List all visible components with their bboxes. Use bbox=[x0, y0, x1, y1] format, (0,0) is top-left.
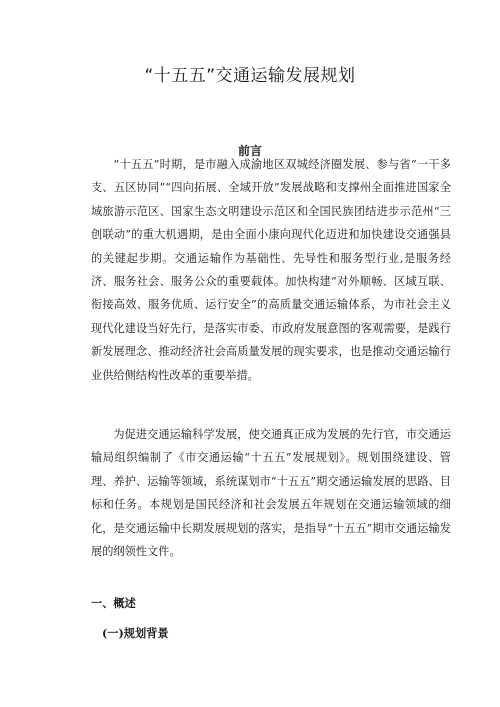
paragraph-intro: “十五五”时期，是市融入成渝地区双城经济圈发展、参与省”一干多支、五区协同”“四向拓展、全域开放”发展战略和支撑州全面推进国家全域旅游示范区、国家生态文明建设示范区和全国民族团结进步示范州“三创联动”的重大机遇期，是由全面小康向现代化迈进和加快建设交通强县的关键起步期。交通运输作为基础性、先导性和服务型行业,是服务经济、服务社会、服务公众的重要载体。加快构建“对外顺畅、区域互联、衔接高效、服务优质、运行安全”的高质量交通运输体系，为市社会主义现代化建设当好先行，是落实市委、市政府发展意图的客观需要，是践行新发展理念、推动经济社会高质量发展的现实要求，也是推动交通运输行业供给侧结构性改革的重要举措。 bbox=[91, 158, 451, 382]
paragraph-purpose: 为促进交通运输科学发展，使交通真正成为发展的先行官，市交通运输局组织编制了《市交通运输“十五五”发展规划》。规划围绕建设、管理、养护、运输等领域，系统谋划市“十五五”期交通运输发展的思路、目标和任务。本规划是国民经济和社会发展五年规划在交通运输领域的细化，是交通运输中长期发展规划的落实，是指导“十五五”期市交通运输发展的纲领性文件。 bbox=[91, 428, 451, 559]
section-heading-overview: 一、概述 bbox=[91, 596, 136, 610]
document-title: “十五五”交通运输发展规划 bbox=[144, 66, 356, 86]
subsection-heading-background: (一)规划背景 bbox=[102, 626, 169, 640]
foreword-heading: 前言 bbox=[237, 144, 262, 158]
